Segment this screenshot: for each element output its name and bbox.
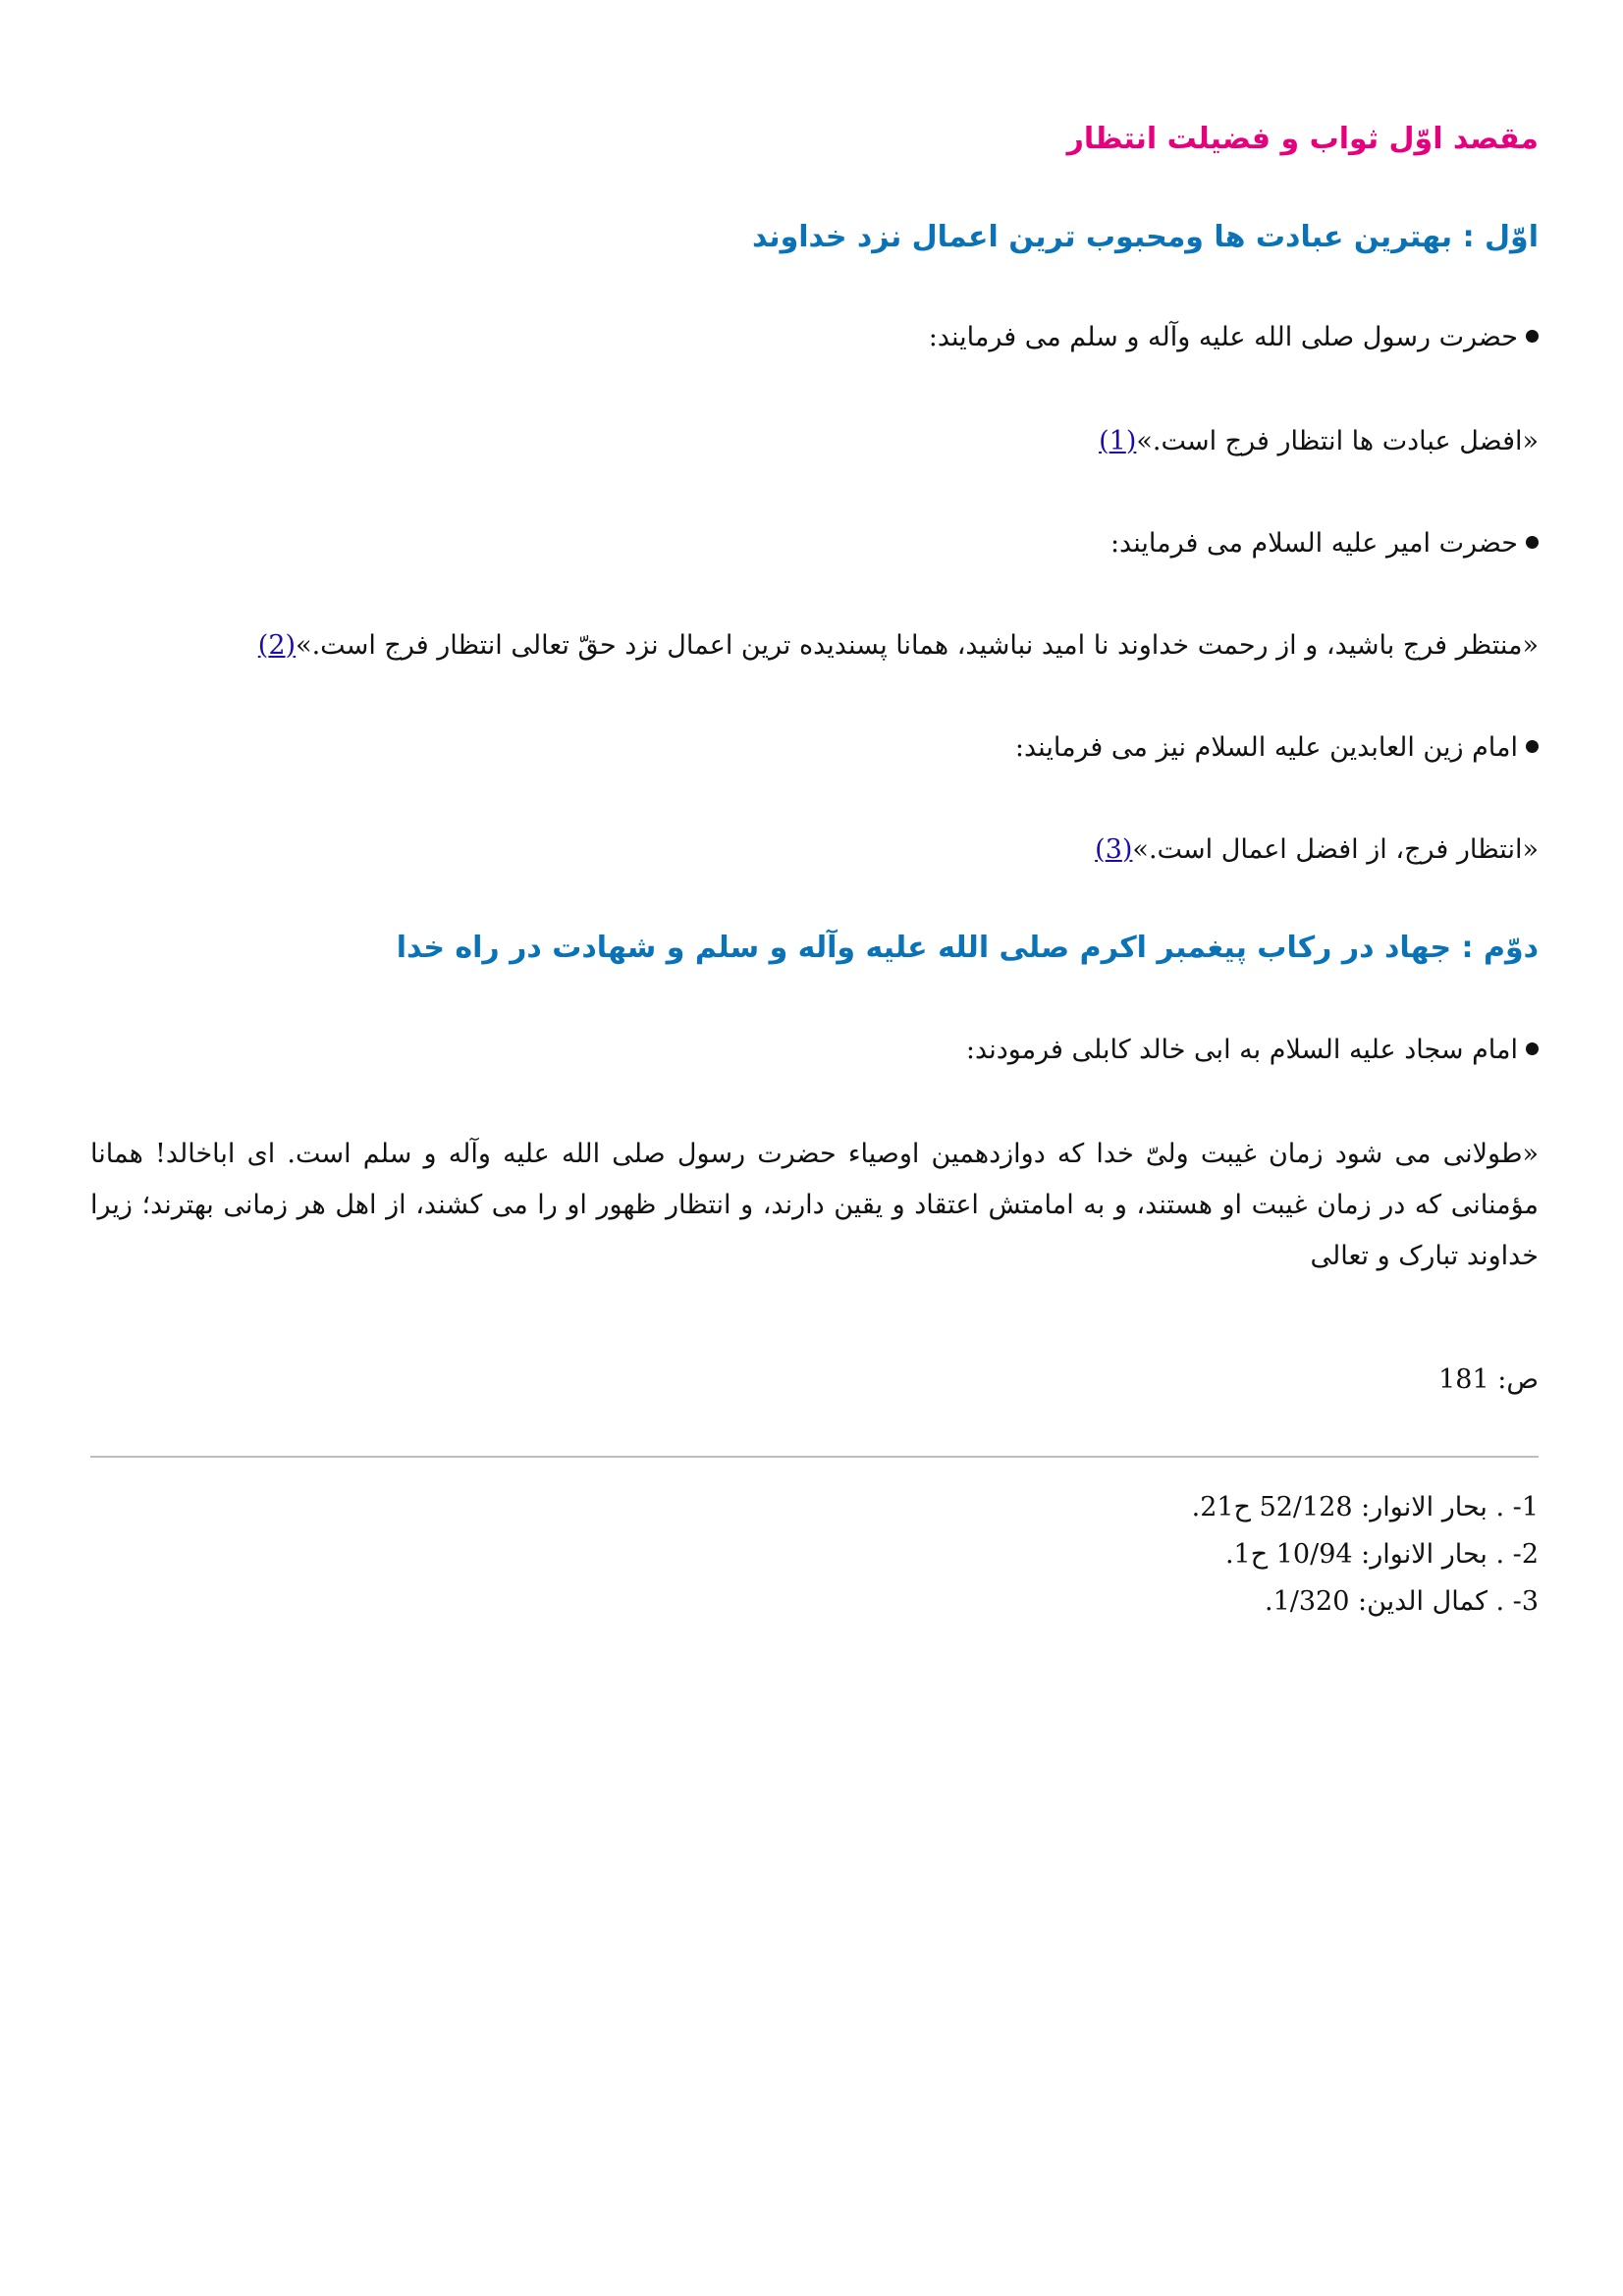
- footnote-link-1[interactable]: (1): [1099, 426, 1137, 456]
- section1-heading: اوّل : بهترین عبادت ها ومحبوب ترین اعمال نزد خداوند: [751, 220, 1539, 254]
- bullet-paragraph: [90, 726, 1539, 770]
- bullet-paragraph: [90, 316, 1539, 359]
- bullet-text: امام زین العابدین علیه السلام نیز می فرمایند:: [1014, 732, 1518, 763]
- main-heading: مقصد اوّل ثواب و فضیلت انتظار: [1066, 122, 1539, 156]
- footnote-link-2[interactable]: (2): [257, 630, 297, 661]
- bullet-icon: [1526, 740, 1539, 753]
- bullet-icon: [1526, 536, 1539, 549]
- bullet-text: امام سجاد علیه السلام به ابی خالد کابلی فرمودند:: [965, 1035, 1518, 1065]
- footnote-item: 2- . بحار الانوار: 10/94 ح1.: [1224, 1539, 1539, 1570]
- footnote-link-3[interactable]: (3): [1095, 834, 1133, 865]
- quote-paragraph: [90, 420, 1539, 463]
- footnote-divider: [90, 1456, 1539, 1458]
- long-quote-paragraph: «طولانی می شود زمان غیبت ولیّ خدا که دوازدهمین اوصیاء حضرت رسول صلی الله علیه وآله و سلم است. ای اباخالد! همانا مؤمنانی که در زمان غیبت او هستند، و به امامتش اعتقاد و یقین دارند، و انتظار ظهور او را می کشند، از اهل هر زمانی بهترند؛ زیرا خداوند تبارک و تعالی: [90, 1139, 1539, 1271]
- bullet-text: حضرت رسول صلی الله علیه وآله و سلم می فرمایند:: [928, 322, 1518, 352]
- bullet-text: حضرت امیر علیه السلام می فرمایند:: [1109, 528, 1518, 559]
- footnote-item: 3- . کمال الدین: 1/320.: [1264, 1586, 1539, 1617]
- quote-text: «انتظار فرج، از افضل اعمال است.»: [1132, 834, 1539, 865]
- footnote-item: 1- . بحار الانوار: 52/128 ح21.: [1191, 1492, 1539, 1522]
- section2-heading: دوّم : جهاد در رکاب پیغمبر اکرم صلی الله علیه وآله و سلم و شهادت در راه خدا: [396, 931, 1539, 965]
- footnote-list: [90, 1484, 1539, 1626]
- quote-paragraph: [90, 624, 1539, 667]
- quote-text: «افضل عبادت ها انتظار فرج است.»: [1136, 426, 1539, 456]
- page-number: ص: 181: [1438, 1364, 1539, 1395]
- bullet-icon: [1526, 330, 1539, 343]
- quote-paragraph: [90, 828, 1539, 872]
- bullet-icon: [1526, 1042, 1539, 1055]
- bullet-paragraph: [90, 522, 1539, 565]
- bullet-paragraph: [90, 1029, 1539, 1072]
- quote-text: «منتظر فرج باشید، و از رحمت خداوند نا امید نباشید، همانا پسندیده ترین اعمال نزد حقّ تعالی انتظار فرج است.»: [296, 630, 1539, 661]
